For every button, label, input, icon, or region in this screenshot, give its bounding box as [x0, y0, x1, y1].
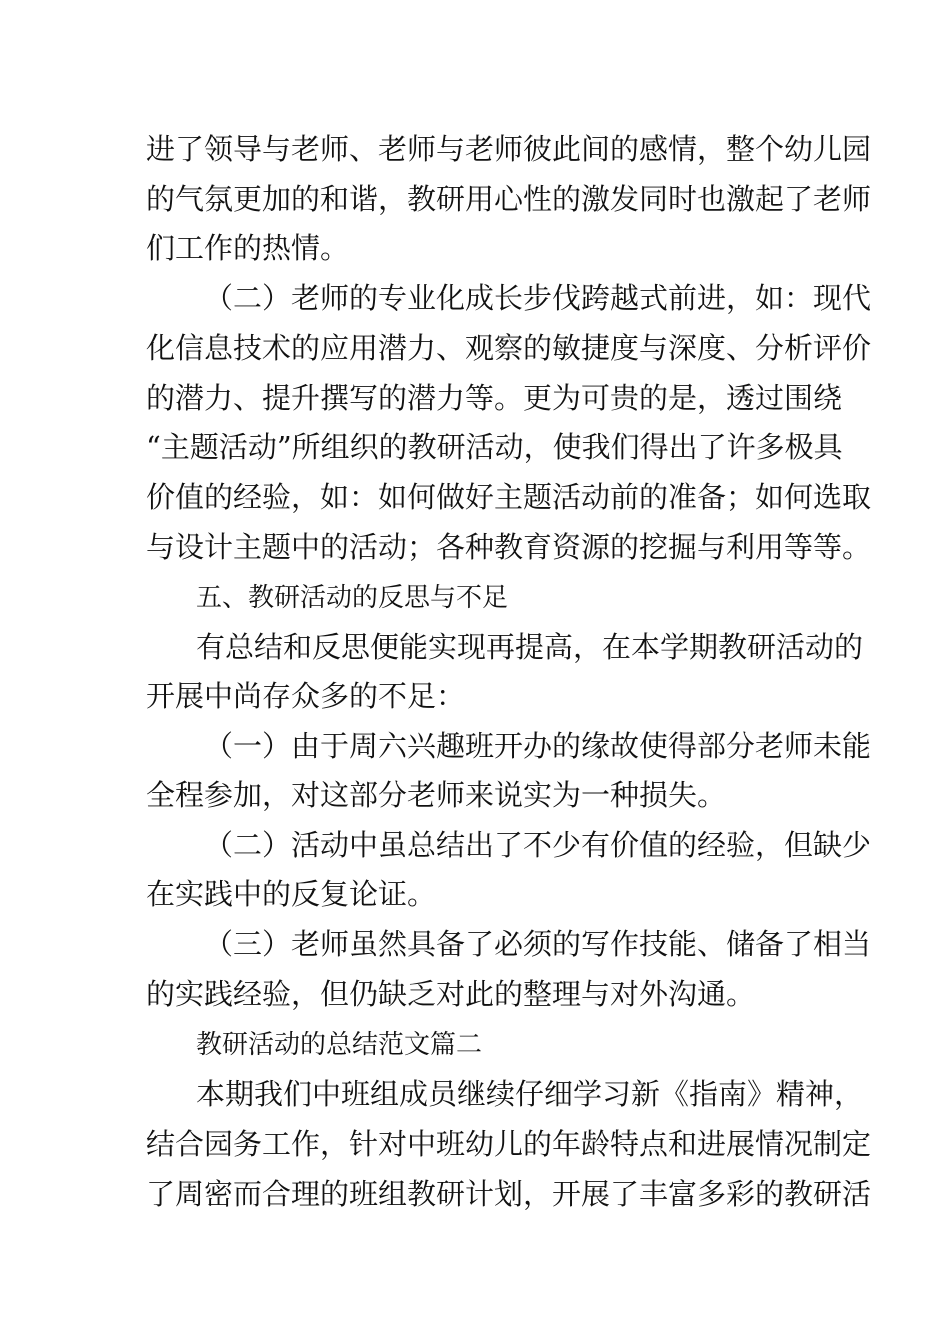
text-line: “主题活动”所组织的教研活动，使我们得出了许多极具 [146, 430, 843, 464]
text-line: （三）老师虽然具备了必须的写作技能、储备了相当 [204, 927, 872, 961]
text-line: 的实践经验，但仍缺乏对此的整理与对外沟通。 [146, 977, 756, 1011]
text-line: 的潜力、提升撰写的潜力等。更为可贵的是，透过围绕 [146, 381, 843, 415]
text-line: 全程参加，对这部分老师来说实为一种损失。 [146, 778, 727, 812]
text-line: 了周密而合理的班组教研计划，开展了丰富多彩的教研活 [146, 1177, 872, 1211]
text-line: 们工作的热情。 [146, 231, 350, 265]
text-line: 价值的经验，如：如何做好主题活动前的准备；如何选取 [146, 480, 872, 514]
text-line: 有总结和反思便能实现再提高，在本学期教研活动的 [196, 630, 864, 664]
text-line: （二）活动中虽总结出了不少有价值的经验，但缺少 [204, 828, 872, 862]
section-heading: 教研活动的总结范文篇二 [196, 1030, 483, 1060]
text-line: （二）老师的专业化成长步伐跨越式前进，如：现代 [204, 281, 872, 315]
text-line: 与设计主题中的活动；各种教育资源的挖掘与利用等等。 [146, 530, 872, 564]
text-line: 结合园务工作，针对中班幼儿的年龄特点和进展情况制定 [146, 1127, 872, 1161]
text-line: 化信息技术的应用潜力、观察的敏捷度与深度、分析评价 [146, 331, 872, 365]
text-line: 本期我们中班组成员继续仔细学习新《指南》精神， [196, 1077, 864, 1111]
text-line: 开展中尚存众多的不足： [146, 679, 466, 713]
section-heading: 五、教研活动的反思与不足 [196, 583, 509, 613]
text-line: 在实践中的反复论证。 [146, 877, 437, 911]
text-line: （一）由于周六兴趣班开办的缘故使得部分老师未能 [204, 729, 872, 763]
text-line: 进了领导与老师、老师与老师彼此间的感情，整个幼儿园 [146, 132, 872, 166]
text-line: 的气氛更加的和谐，教研用心性的激发同时也激起了老师 [146, 182, 872, 216]
